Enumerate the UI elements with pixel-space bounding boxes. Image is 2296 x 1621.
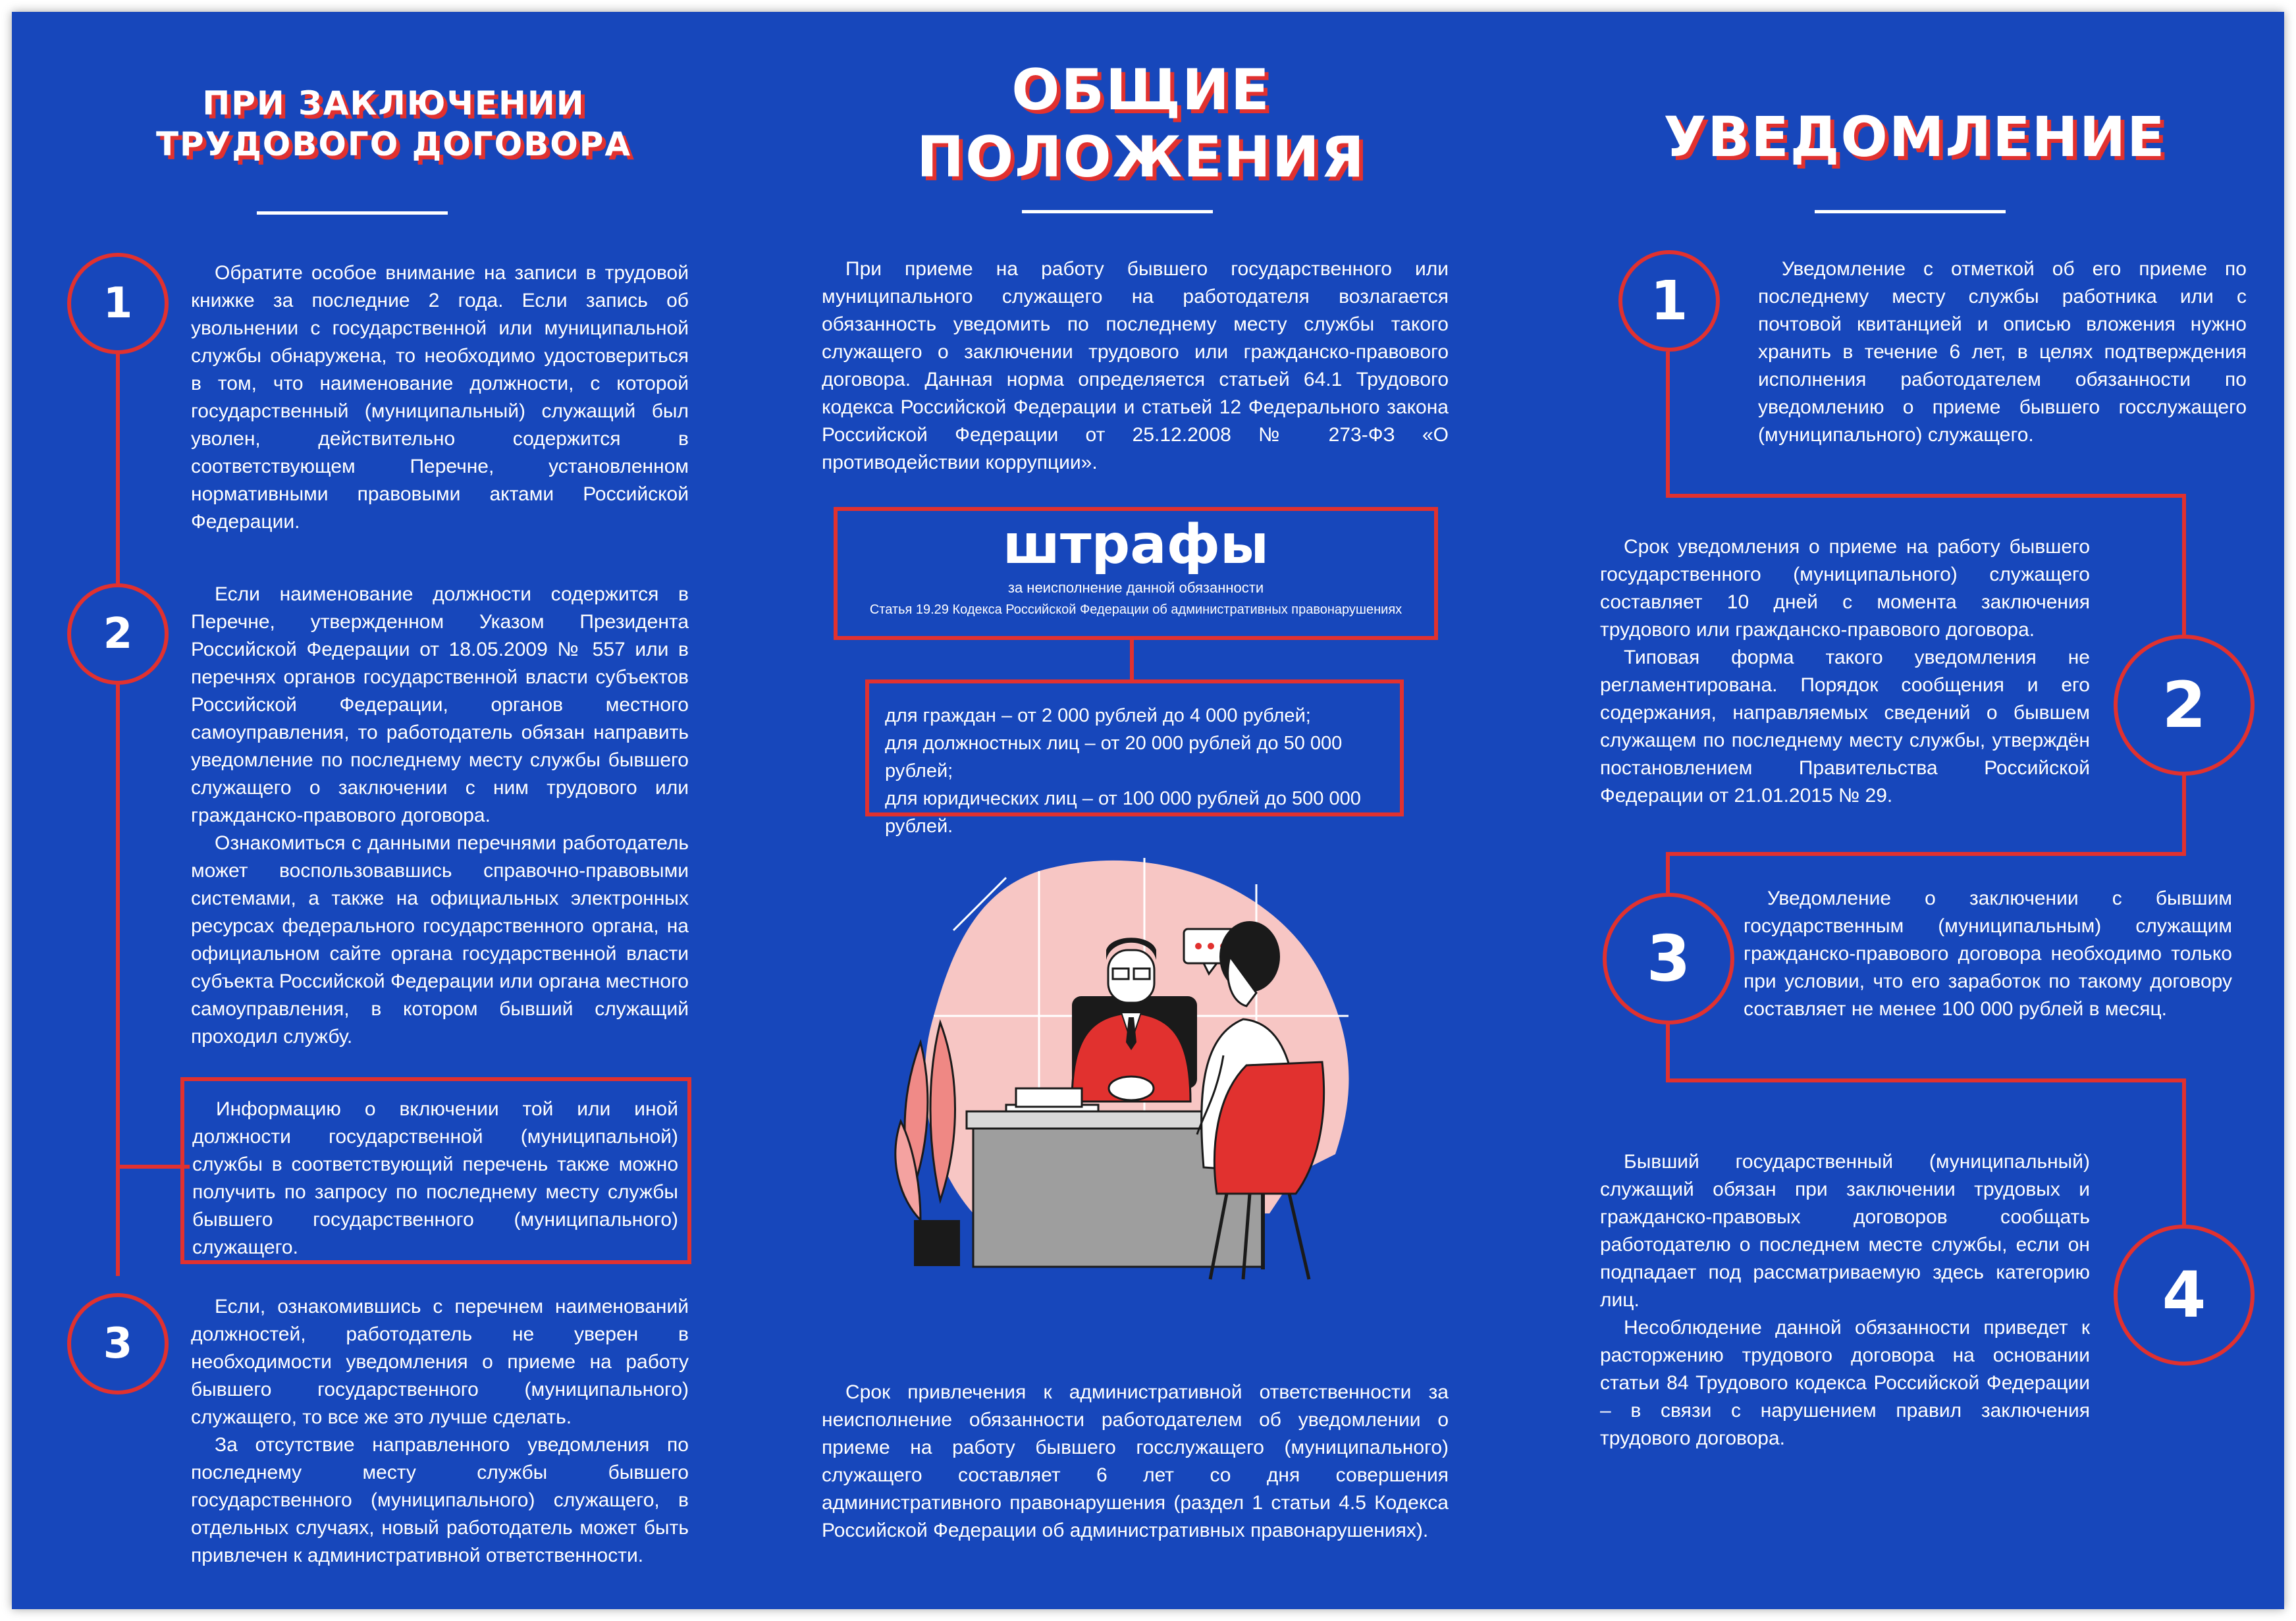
left-step2-text [191,581,689,1051]
left-step1-circle [67,253,169,354]
fines-item-citizens: для граждан – от 2 000 рублей до 4 000 рублей; [885,705,1311,726]
fines-list [885,702,1392,840]
fines-subtitle: за неисполнение данной обязанности [1007,579,1264,596]
right-step2-circle [2114,635,2255,776]
center-intro-text: При приеме на работу бывшего государственного или муниципального служащего на работодателя возлагается обязанность уведомить по последнему месту службы такого служащего о заключении трудового или гражданско-правового договора. Данная норма определяется статьей 64.1 Трудового кодекса Российской Федерации и статьей 12 Федерального закона Российской Федерации от 25.12.2008 № 273-ФЗ «О противодействии коррупции». [822,258,1449,473]
right-step2-text-a: Срок уведомления о приеме на работу бывшего государственного (муниципального) служащего составляет 10 дней с момента заключения трудового или гражданско-правового договора. [1600,536,2090,641]
left-info-connector [116,1165,190,1169]
right-connector-2h [1666,852,2186,856]
left-step2-circle [67,583,169,685]
right-step3-number: 3 [1646,922,1691,996]
left-step1-number: 1 [103,279,133,328]
left-title-line1: ПРИ ЗАКЛЮЧЕНИИ [202,84,585,122]
right-connector-1h [1666,494,2186,498]
right-step2-text [1600,533,2090,810]
right-connector-1v [1666,352,1670,498]
right-connector-3h [1666,1078,2186,1082]
left-timeline [116,341,120,1276]
right-step4-text [1600,1148,2090,1452]
right-step4-text-b: Несоблюдение данной обязанности приведет к расторжению трудового договора на основании статьи 84 Трудового кодекса Российской Федерации – в связи с нарушением правил заключения трудового договора. [1600,1317,2090,1449]
left-title-rule [257,211,448,215]
right-step4-number: 4 [2162,1258,2206,1332]
right-step2-number: 2 [2162,668,2206,742]
right-title: УВЕДОМЛЕНИЕ [1663,105,2166,169]
fines-connector [1130,640,1134,681]
right-step1-text: Уведомление с отметкой об его приеме по последнему месту службы работника или с почтовой квитанцией и описью вложения нужно хранить в течение 6 лет, в целях подтверждения исполнения работодателем обязанности по уведомлению о приеме бывшего госслужащего (муниципального) служащего. [1758,258,2247,446]
left-step1-text: Обратите особое внимание на записи в трудовой книжке за последние 2 года. Если запись об увольнении с государственной или муниципальной службы обнаружена, то необходимо удостовериться в том, что наименование должности, с которой государственный (муниципальный) служащий был уволен, действительно содержится в соответствующем Перечне, установленном нормативными правовыми актами Российской Федерации. [191,262,689,533]
left-step3-number: 3 [103,1319,133,1368]
center-bottom-text: Срок привлечения к административной ответственности за неисполнение обязанности работодателем об уведомлении о приеме на работу бывшего госслужащего (муниципального) служащего составляет 6 лет со дня совершения административного правонарушения (раздел 1 статьи 4.5 Кодекса Российской Федерации об административных правонарушениях). [822,1381,1449,1541]
left-step2-text-b: Ознакомиться с данными перечнями работодатель может воспользовавшись справочно-правовыми системами, а также на официальных электронных ресурсах федерального государственного органа, на официальном сайте органа государственной власти субъекта Российской Федерации или органа местного самоуправления, в котором бывший служащий проходил службу. [191,832,689,1048]
right-connector-4v [2182,1078,2186,1236]
right-step2-text-b: Типовая форма такого уведомления не регламентирована. Порядок сообщения и его содержания, направляемых сведений о бывшем служащем по последнему месту службы, утверждён постановлением Правительства Российской Федерации от 21.01.2015 № 29. [1600,647,2090,807]
left-step2-text-a: Если наименование должности содержится в Перечне, утвержденном Указом Президента Российской Федерации от 18.05.2009 № 557 или в перечнях органов государственной власти субъектов Российской Федерации, органов местного самоуправления, то работодатель обязан направить уведомление по последнему месту службы бывшего служащего о заключении с ним трудового или гражданско-правового договора. [191,583,689,826]
left-step3-text-a: Если, ознакомившись с перечнем наименований должностей, работодатель не уверен в необходимости уведомления о приеме на работу бывшего государственного (муниципального) служащего, то все же это лучше сделать. [191,1296,689,1428]
left-step3-circle [67,1293,169,1395]
center-title [789,57,1493,191]
right-step1-number: 1 [1650,269,1688,332]
left-info-text: Информацию о включении той или иной должности государственной (муниципальной) службы в соответствующий перечень также можно получить по запросу по последнему месту службы бывшего государственного (муниципального) служащего. [192,1098,678,1258]
left-step3-text [191,1293,689,1570]
right-title-rule [1815,210,2006,213]
fines-article: Статья 19.29 Кодекса Российской Федерации об административных правонарушениях [869,602,1402,617]
left-title [51,83,736,165]
right-step1-circle [1618,250,1720,352]
right-step3-circle [1603,893,1734,1024]
left-step2-number: 2 [103,610,133,658]
fines-item-legal: для юридических лиц – от 100 000 рублей до 500 000 рублей. [885,788,1361,837]
center-title-line2: ПОЛОЖЕНИЯ [917,124,1366,190]
right-step3-text: Уведомление о заключении с бывшим государственным (муниципальным) служащим гражданско-правового договора необходимо только при условии, что его заработок по такому договору составляет не менее 100 000 рублей в месяц. [1744,888,2232,1020]
fines-title: штрафы [1002,514,1269,576]
center-title-line1: ОБЩИЕ [1011,57,1271,123]
right-step4-text-a: Бывший государственный (муниципальный) служащий обязан при заключении трудовых и гражданско-правовых договоров сообщать работодателю о последнем месте службы, если он подпадает под рассматриваемую здесь категорию лиц. [1600,1151,2090,1311]
left-step3-text-b: За отсутствие направленного уведомления по последнему месту службы бывшего государственного (муниципального) служащего, в отдельных случаях, новый работодатель может быть привлечен к административной ответственности. [191,1434,689,1566]
center-title-rule [1022,210,1213,213]
fines-item-officials: для должностных лиц – от 20 000 рублей до 50 000 рублей; [885,733,1343,782]
office-meeting-illustration [874,845,1401,1358]
right-step4-circle [2114,1225,2255,1366]
brochure-page [12,12,2284,1609]
left-title-line2: ТРУДОВОГО ДОГОВОРА [155,125,632,163]
